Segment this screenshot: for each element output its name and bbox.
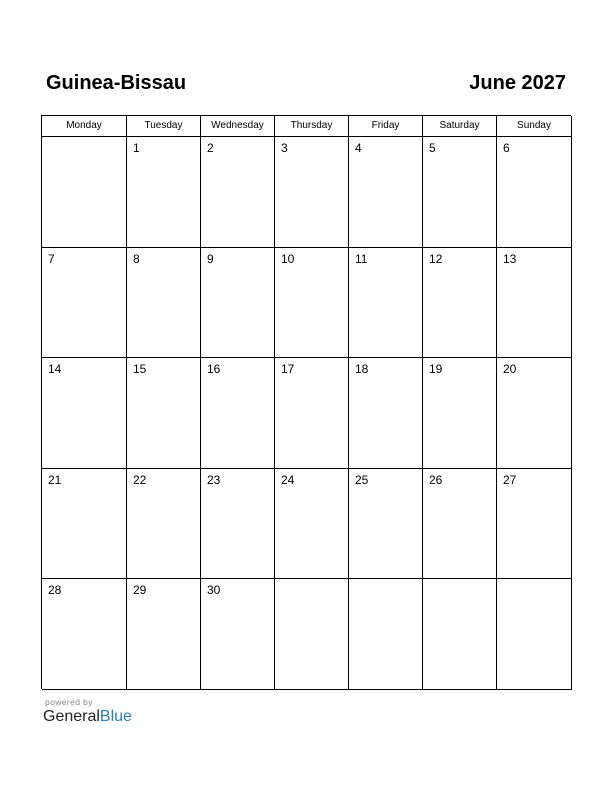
- day-number: 30: [207, 583, 221, 598]
- day-cell: [42, 248, 127, 359]
- day-number: 17: [281, 362, 295, 377]
- weekday-wednesday: Wednesday: [201, 116, 275, 137]
- day-number: 27: [503, 472, 517, 487]
- day-cell: [275, 579, 349, 690]
- day-cell: [349, 137, 423, 248]
- month-title: June 2027: [469, 72, 566, 94]
- day-cell: [127, 137, 201, 248]
- day-number: 6: [503, 141, 510, 155]
- day-number: 22: [133, 472, 147, 487]
- day-cell: [127, 358, 201, 469]
- day-number: 4: [355, 141, 362, 155]
- day-cell: [201, 469, 275, 580]
- weekday-monday: Monday: [42, 116, 127, 137]
- day-cell: [42, 469, 127, 580]
- day-cell: [497, 579, 572, 690]
- day-cell: [127, 579, 201, 690]
- calendar-grid: [41, 115, 571, 689]
- day-cell: [423, 579, 497, 690]
- day-number: 3: [281, 141, 288, 155]
- day-number: 29: [133, 583, 147, 598]
- day-number: 20: [503, 362, 517, 377]
- day-cell: [423, 137, 497, 248]
- generalblue-brand[interactable]: [43, 697, 132, 726]
- day-number: 16: [207, 362, 221, 377]
- logo-blue-text: Blue: [99, 708, 132, 725]
- day-number: 23: [207, 472, 221, 487]
- day-number: 11: [355, 251, 368, 266]
- day-number: 28: [48, 583, 62, 598]
- day-number: 26: [429, 472, 443, 487]
- day-cell: [275, 358, 349, 469]
- powered-by-text: powered by: [45, 697, 93, 707]
- day-cell: [497, 469, 572, 580]
- day-number: 18: [355, 362, 369, 377]
- day-number: 2: [207, 141, 214, 155]
- day-cell: [423, 248, 497, 359]
- day-number: 19: [429, 362, 443, 377]
- day-cell: [127, 248, 201, 359]
- day-cell: [349, 248, 423, 359]
- weekday-friday: Friday: [349, 116, 423, 137]
- day-number: 7: [48, 251, 55, 266]
- day-number: 21: [48, 472, 62, 487]
- day-cell: [349, 358, 423, 469]
- day-number: 15: [133, 362, 147, 377]
- day-number: 24: [281, 472, 295, 487]
- day-cell: [423, 469, 497, 580]
- weekday-header-row: [42, 116, 571, 137]
- day-number: 1: [133, 141, 140, 155]
- day-cell: [349, 469, 423, 580]
- day-cell: [275, 469, 349, 580]
- day-cell: [497, 137, 572, 248]
- weekday-saturday: Saturday: [423, 116, 497, 137]
- day-cell: [423, 358, 497, 469]
- day-cell: [349, 579, 423, 690]
- day-cell: [201, 358, 275, 469]
- weekday-sunday: Sunday: [497, 116, 572, 137]
- day-number: 5: [429, 141, 436, 155]
- calendar-header: [46, 72, 566, 98]
- weekday-tuesday: Tuesday: [127, 116, 201, 137]
- day-cell: [497, 248, 572, 359]
- day-cell: [42, 358, 127, 469]
- day-cell: [42, 579, 127, 690]
- weekday-thursday: Thursday: [275, 116, 349, 137]
- day-cell: [275, 248, 349, 359]
- day-number: 14: [48, 362, 62, 377]
- day-cell: [127, 469, 201, 580]
- day-number: 13: [503, 251, 517, 266]
- day-number: 25: [355, 472, 369, 487]
- day-number: 9: [207, 251, 214, 266]
- day-number: 8: [133, 251, 140, 266]
- day-cell: [497, 358, 572, 469]
- logo-general-text: General: [43, 708, 100, 725]
- country-title: Guinea-Bissau: [46, 72, 187, 94]
- weeks-grid: [42, 137, 571, 690]
- day-cell: [201, 248, 275, 359]
- day-cell: [201, 137, 275, 248]
- day-cell: [275, 137, 349, 248]
- day-number: 10: [281, 251, 295, 266]
- day-cell: [42, 137, 127, 248]
- day-number: 12: [429, 251, 443, 266]
- day-cell: [201, 579, 275, 690]
- generalblue-logo: [43, 708, 132, 726]
